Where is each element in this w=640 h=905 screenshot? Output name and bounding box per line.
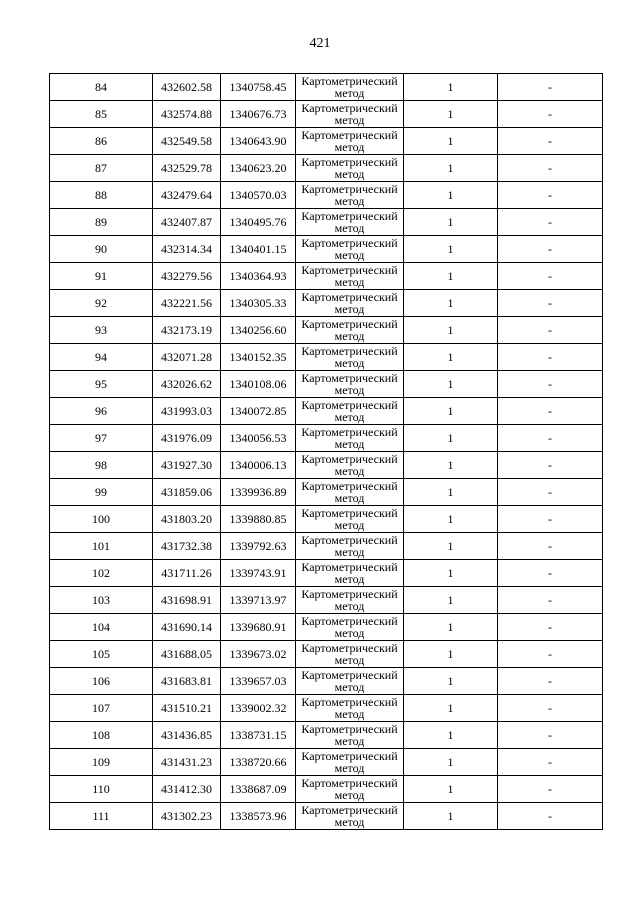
precision-cell: 1 [404,668,498,695]
point-number-cell: 97 [50,425,153,452]
method-cell [296,533,404,560]
precision-cell: 1 [404,317,498,344]
method-line-1: Картометрический [301,344,398,358]
method-line-2: метод [334,410,365,424]
precision-cell: 1 [404,236,498,263]
method-cell [296,398,404,425]
description-cell: - [498,425,603,452]
method-line-1: Картометрический [301,317,398,331]
x-coordinate-cell: 431688.05 [153,641,221,668]
x-coordinate-cell: 432071.28 [153,344,221,371]
description-cell: - [498,182,603,209]
y-coordinate-cell: 1340623.20 [221,155,296,182]
point-number-cell: 110 [50,776,153,803]
x-coordinate-cell: 431698.91 [153,587,221,614]
x-coordinate-cell: 432574.88 [153,101,221,128]
table-row [50,101,603,128]
x-coordinate-cell: 431859.06 [153,479,221,506]
y-coordinate-cell: 1340495.76 [221,209,296,236]
method-line-1: Картометрический [301,74,398,88]
description-cell: - [498,290,603,317]
method-cell [296,371,404,398]
method-cell [296,506,404,533]
y-coordinate-cell: 1340758.45 [221,74,296,101]
table-row [50,425,603,452]
method-line-1: Картометрический [301,641,398,655]
precision-cell: 1 [404,452,498,479]
method-line-1: Картометрический [301,668,398,682]
point-number-cell: 94 [50,344,153,371]
coordinates-table-body [50,74,603,830]
method-line-2: метод [334,653,365,667]
y-coordinate-cell: 1339936.89 [221,479,296,506]
point-number-cell: 107 [50,695,153,722]
description-cell: - [498,506,603,533]
point-number-cell: 100 [50,506,153,533]
point-number-cell: 85 [50,101,153,128]
y-coordinate-cell: 1340676.73 [221,101,296,128]
table-row [50,479,603,506]
y-coordinate-cell: 1339792.63 [221,533,296,560]
table-row [50,344,603,371]
x-coordinate-cell: 432479.64 [153,182,221,209]
method-line-2: метод [334,491,365,505]
precision-cell: 1 [404,263,498,290]
precision-cell: 1 [404,587,498,614]
x-coordinate-cell: 432221.56 [153,290,221,317]
x-coordinate-cell: 431690.14 [153,614,221,641]
method-cell [296,317,404,344]
method-line-1: Картометрический [301,614,398,628]
method-line-1: Картометрический [301,749,398,763]
method-cell [296,749,404,776]
method-cell [296,101,404,128]
method-line-1: Картометрический [301,533,398,547]
method-cell [296,425,404,452]
precision-cell: 1 [404,101,498,128]
x-coordinate-cell: 432026.62 [153,371,221,398]
method-line-2: метод [334,329,365,343]
table-row [50,317,603,344]
method-line-2: метод [334,761,365,775]
method-line-1: Картометрический [301,398,398,412]
table-row [50,614,603,641]
precision-cell: 1 [404,425,498,452]
y-coordinate-cell: 1340072.85 [221,398,296,425]
method-line-2: метод [334,248,365,262]
y-coordinate-cell: 1339713.97 [221,587,296,614]
precision-cell: 1 [404,371,498,398]
method-line-1: Картометрический [301,290,398,304]
description-cell: - [498,749,603,776]
method-line-1: Картометрический [301,452,398,466]
y-coordinate-cell: 1338731.15 [221,722,296,749]
method-cell [296,641,404,668]
x-coordinate-cell: 432602.58 [153,74,221,101]
method-line-1: Картометрический [301,236,398,250]
description-cell: - [498,317,603,344]
method-line-1: Картометрический [301,506,398,520]
method-cell [296,236,404,263]
point-number-cell: 109 [50,749,153,776]
description-cell: - [498,776,603,803]
method-line-2: метод [334,707,365,721]
point-number-cell: 104 [50,614,153,641]
point-number-cell: 103 [50,587,153,614]
description-cell: - [498,263,603,290]
description-cell: - [498,560,603,587]
point-number-cell: 87 [50,155,153,182]
method-cell [296,155,404,182]
precision-cell: 1 [404,614,498,641]
y-coordinate-cell: 1340401.15 [221,236,296,263]
method-line-1: Картометрический [301,479,398,493]
point-number-cell: 90 [50,236,153,263]
method-cell [296,587,404,614]
precision-cell: 1 [404,641,498,668]
description-cell: - [498,128,603,155]
precision-cell: 1 [404,74,498,101]
x-coordinate-cell: 432314.34 [153,236,221,263]
method-line-1: Картометрический [301,803,398,817]
precision-cell: 1 [404,803,498,830]
table-row [50,398,603,425]
precision-cell: 1 [404,722,498,749]
point-number-cell: 91 [50,263,153,290]
method-line-1: Картометрический [301,425,398,439]
method-cell [296,722,404,749]
y-coordinate-cell: 1340056.53 [221,425,296,452]
method-cell [296,263,404,290]
description-cell: - [498,209,603,236]
method-line-2: метод [334,113,365,127]
y-coordinate-cell: 1340108.06 [221,371,296,398]
method-line-2: метод [334,167,365,181]
precision-cell: 1 [404,155,498,182]
x-coordinate-cell: 432529.78 [153,155,221,182]
table-row [50,695,603,722]
method-cell [296,344,404,371]
x-coordinate-cell: 431803.20 [153,506,221,533]
x-coordinate-cell: 431412.30 [153,776,221,803]
method-line-1: Картометрический [301,695,398,709]
precision-cell: 1 [404,182,498,209]
description-cell: - [498,614,603,641]
precision-cell: 1 [404,533,498,560]
x-coordinate-cell: 431993.03 [153,398,221,425]
y-coordinate-cell: 1339680.91 [221,614,296,641]
point-number-cell: 108 [50,722,153,749]
description-cell: - [498,803,603,830]
method-cell [296,182,404,209]
precision-cell: 1 [404,479,498,506]
method-line-2: метод [334,680,365,694]
y-coordinate-cell: 1340256.60 [221,317,296,344]
method-cell [296,479,404,506]
x-coordinate-cell: 431732.38 [153,533,221,560]
precision-cell: 1 [404,560,498,587]
point-number-cell: 99 [50,479,153,506]
x-coordinate-cell: 432549.58 [153,128,221,155]
point-number-cell: 106 [50,668,153,695]
table-row [50,803,603,830]
method-line-2: метод [334,140,365,154]
method-line-1: Картометрический [301,209,398,223]
table-row [50,182,603,209]
table-row [50,668,603,695]
table-row [50,749,603,776]
method-line-2: метод [334,221,365,235]
y-coordinate-cell: 1340305.33 [221,290,296,317]
method-line-2: метод [334,599,365,613]
point-number-cell: 101 [50,533,153,560]
method-cell [296,668,404,695]
point-number-cell: 105 [50,641,153,668]
description-cell: - [498,101,603,128]
method-cell [296,209,404,236]
method-line-1: Картометрический [301,722,398,736]
y-coordinate-cell: 1338720.66 [221,749,296,776]
method-line-2: метод [334,302,365,316]
table-row [50,74,603,101]
x-coordinate-cell: 431436.85 [153,722,221,749]
method-cell [296,74,404,101]
table-row [50,506,603,533]
method-line-2: метод [334,545,365,559]
description-cell: - [498,695,603,722]
method-cell [296,560,404,587]
table-row [50,776,603,803]
y-coordinate-cell: 1339673.02 [221,641,296,668]
y-coordinate-cell: 1338687.09 [221,776,296,803]
method-line-1: Картометрический [301,128,398,142]
description-cell: - [498,533,603,560]
description-cell: - [498,452,603,479]
method-line-2: метод [334,437,365,451]
method-line-2: метод [334,86,365,100]
point-number-cell: 96 [50,398,153,425]
method-cell [296,614,404,641]
point-number-cell: 102 [50,560,153,587]
method-cell [296,776,404,803]
x-coordinate-cell: 431683.81 [153,668,221,695]
method-line-2: метод [334,815,365,829]
y-coordinate-cell: 1339657.03 [221,668,296,695]
point-number-cell: 84 [50,74,153,101]
table-row [50,533,603,560]
description-cell: - [498,668,603,695]
description-cell: - [498,74,603,101]
point-number-cell: 92 [50,290,153,317]
y-coordinate-cell: 1340364.93 [221,263,296,290]
point-number-cell: 89 [50,209,153,236]
description-cell: - [498,371,603,398]
table-row [50,155,603,182]
precision-cell: 1 [404,695,498,722]
x-coordinate-cell: 431431.23 [153,749,221,776]
method-cell [296,290,404,317]
method-line-2: метод [334,572,365,586]
table-row [50,560,603,587]
y-coordinate-cell: 1340152.35 [221,344,296,371]
y-coordinate-cell: 1340570.03 [221,182,296,209]
method-line-1: Картометрический [301,263,398,277]
x-coordinate-cell: 431302.23 [153,803,221,830]
method-line-1: Картометрический [301,776,398,790]
precision-cell: 1 [404,344,498,371]
table-row [50,587,603,614]
point-number-cell: 111 [50,803,153,830]
table-row [50,722,603,749]
x-coordinate-cell: 432407.87 [153,209,221,236]
method-cell [296,803,404,830]
table-row [50,263,603,290]
method-cell [296,128,404,155]
method-line-1: Картометрический [301,182,398,196]
method-line-1: Картометрический [301,101,398,115]
method-line-2: метод [334,356,365,370]
table-row [50,209,603,236]
x-coordinate-cell: 431510.21 [153,695,221,722]
method-line-2: метод [334,275,365,289]
description-cell: - [498,344,603,371]
x-coordinate-cell: 431976.09 [153,425,221,452]
method-line-2: метод [334,383,365,397]
x-coordinate-cell: 432279.56 [153,263,221,290]
page-number: 421 [309,36,331,51]
method-line-2: метод [334,194,365,208]
point-number-cell: 98 [50,452,153,479]
y-coordinate-cell: 1339880.85 [221,506,296,533]
x-coordinate-cell: 431711.26 [153,560,221,587]
precision-cell: 1 [404,128,498,155]
description-cell: - [498,155,603,182]
method-cell [296,452,404,479]
point-number-cell: 95 [50,371,153,398]
y-coordinate-cell: 1338573.96 [221,803,296,830]
method-line-2: метод [334,734,365,748]
method-line-1: Картометрический [301,560,398,574]
precision-cell: 1 [404,398,498,425]
description-cell: - [498,398,603,425]
description-cell: - [498,722,603,749]
method-line-1: Картометрический [301,155,398,169]
description-cell: - [498,236,603,263]
table-row [50,290,603,317]
x-coordinate-cell: 431927.30 [153,452,221,479]
y-coordinate-cell: 1340643.90 [221,128,296,155]
precision-cell: 1 [404,506,498,533]
method-line-1: Картометрический [301,371,398,385]
precision-cell: 1 [404,776,498,803]
table-row [50,452,603,479]
point-number-cell: 86 [50,128,153,155]
description-cell: - [498,479,603,506]
method-line-2: метод [334,464,365,478]
y-coordinate-cell: 1339002.32 [221,695,296,722]
method-cell [296,695,404,722]
point-number-cell: 88 [50,182,153,209]
y-coordinate-cell: 1340006.13 [221,452,296,479]
description-cell: - [498,587,603,614]
precision-cell: 1 [404,749,498,776]
table-row [50,641,603,668]
x-coordinate-cell: 432173.19 [153,317,221,344]
method-line-2: метод [334,626,365,640]
method-line-2: метод [334,518,365,532]
precision-cell: 1 [404,290,498,317]
table-row [50,236,603,263]
table-row [50,371,603,398]
point-number-cell: 93 [50,317,153,344]
table-row [50,128,603,155]
description-cell: - [498,641,603,668]
method-line-1: Картометрический [301,587,398,601]
coordinates-table [49,73,603,830]
precision-cell: 1 [404,209,498,236]
y-coordinate-cell: 1339743.91 [221,560,296,587]
method-line-2: метод [334,788,365,802]
